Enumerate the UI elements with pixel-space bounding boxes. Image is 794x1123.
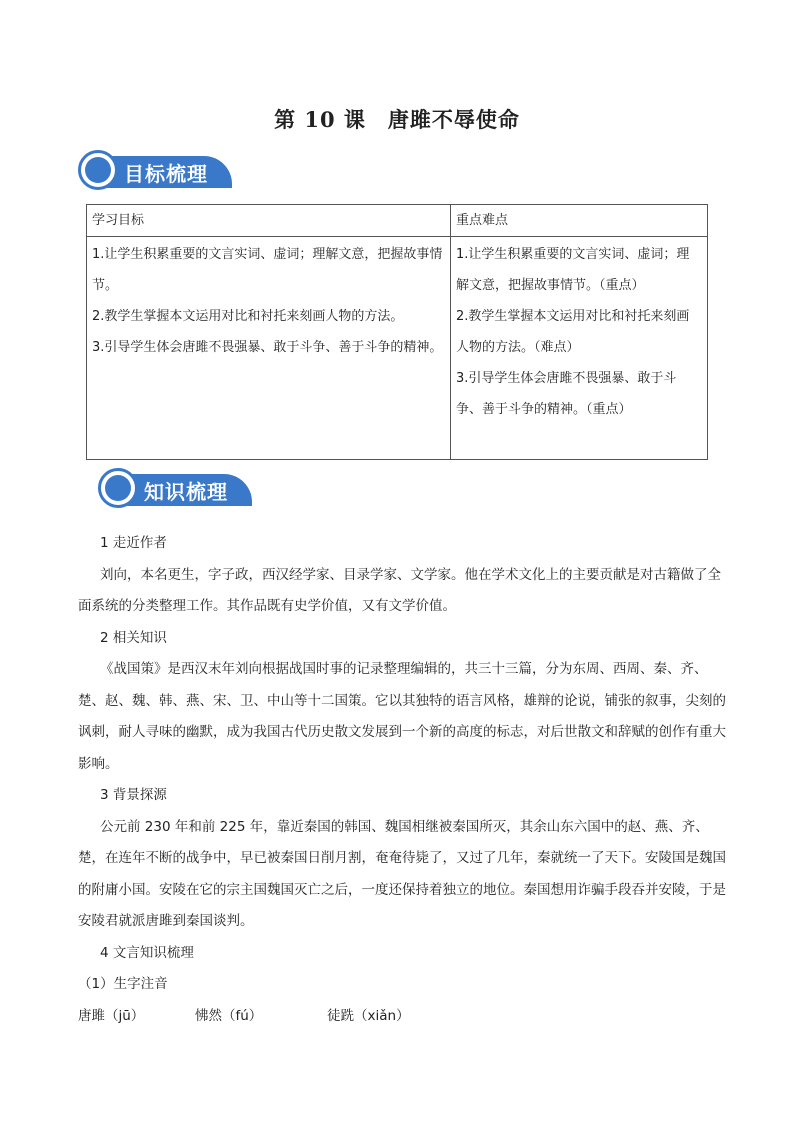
- section-banner-knowledge: [98, 468, 258, 508]
- section-heading: 3 背景探源: [100, 787, 167, 803]
- section-banner-goals: [78, 150, 238, 190]
- learning-goal-item: 2.教学生掌握本文运用对比和衬托来刻画人物的方法。: [92, 309, 404, 324]
- target-icon: [78, 150, 118, 190]
- learning-goals-cell: [87, 237, 451, 460]
- banner-label: 目标梳理: [124, 162, 208, 186]
- pinyin-list: [78, 1001, 728, 1033]
- sub-heading: （1）生字注音: [78, 976, 168, 992]
- key-point-item: 3.引导学生体会唐雎不畏强暴、敢于斗争、善于斗争的精神。（重点）: [456, 371, 677, 417]
- learning-goal-item: 1.让学生积累重要的文言实词、虚词；理解文意，把握故事情节。: [92, 247, 443, 293]
- pencil-icon: [98, 468, 138, 508]
- key-point-item: 2.教学生掌握本文运用对比和衬托来刻画人物的方法。（难点）: [456, 309, 690, 355]
- paragraph: 刘向，本名更生，字子政，西汉经学家、目录学家、文学家。他在学术文化上的主要贡献是对古籍做了全面系统的分类整理工作。其作品既有史学价值，又有文学价值。: [78, 566, 721, 614]
- section-heading: 4 文言知识梳理: [100, 944, 194, 961]
- section-heading: 1 走近作者: [100, 535, 167, 551]
- pinyin-item: 唐雎（jū）: [78, 1007, 145, 1024]
- pinyin-item: 怫然（fú）: [195, 1007, 263, 1024]
- header-key-points: 重点难点: [451, 205, 708, 237]
- page-title: 第 10 课 唐雎不辱使命: [274, 107, 520, 132]
- goals-table: [86, 204, 708, 460]
- paragraph: 《战国策》是西汉末年刘向根据战国时事的记录整理编辑的，共三十三篇，分为东周、西周、秦、齐、楚、赵、魏、韩、燕、宋、卫、中山等十二国策。它以其独特的语言风格，雄辩的论说，铺张的叙事，尖刻的讽刺，耐人寻味的幽默，成为我国古代历史散文发展到一个新的高度的标志，对后世散文和辞赋的创作有重大影响。: [78, 661, 726, 772]
- knowledge-content: [78, 528, 728, 1032]
- header-learning-goals: 学习目标: [87, 205, 451, 237]
- pinyin-item: 徒跣（xiǎn）: [327, 1007, 410, 1024]
- banner-label: 知识梳理: [144, 480, 228, 504]
- learning-goal-item: 3.引导学生体会唐雎不畏强暴、敢于斗争、善于斗争的精神。: [92, 340, 443, 355]
- key-point-item: 1.让学生积累重要的文言实词、虚词；理解文意，把握故事情节。（重点）: [456, 247, 690, 293]
- section-heading: 2 相关知识: [100, 629, 167, 646]
- key-points-cell: [451, 237, 708, 460]
- paragraph: 公元前 230 年和前 225 年，靠近秦国的韩国、魏国相继被秦国所灭，其余山东六国中的赵、燕、齐、楚，在连年不断的战争中，早已被秦国日削月割，奄奄待毙了，又过了几年，秦就统一了天下。安陵国是魏国的附庸小国。安陵在它的宗主国魏国灭亡之后，一度还保持着独立的地位。秦国想用诈骗手段吞并安陵，于是安陵君就派唐雎到秦国谈判。: [78, 818, 726, 929]
